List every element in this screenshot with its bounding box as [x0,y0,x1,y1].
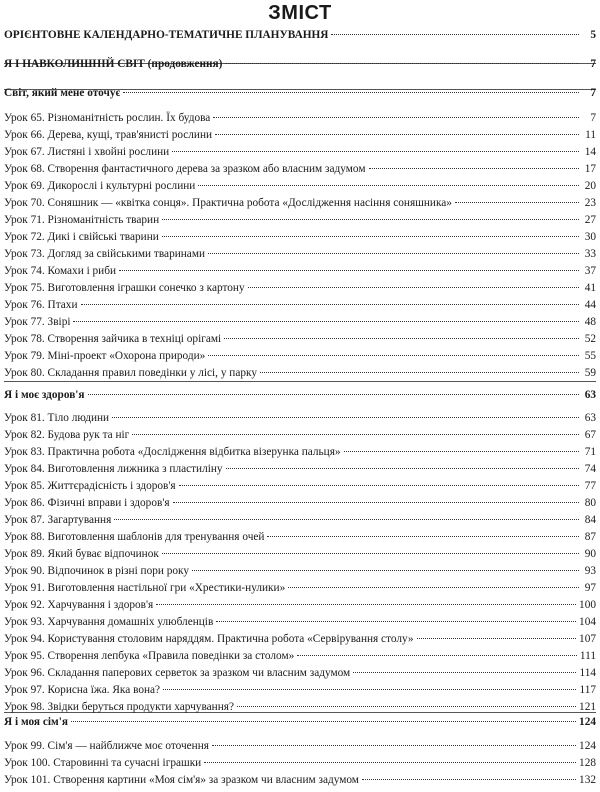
dot-leader [208,355,579,356]
dot-leader [179,485,579,486]
dot-leader [156,604,576,605]
toc-entry-label: Урок 100. Старовинні та сучасні іграшки [4,757,202,769]
toc-page-number: 111 [579,650,596,662]
toc-entry-label: Урок 97. Корисна їжа. Яка вона? [4,684,161,696]
dot-leader [208,253,579,254]
toc-entry [4,110,596,126]
toc-entry [4,410,596,426]
toc-entry [4,682,596,698]
toc-section-heading [4,27,596,43]
dot-leader [192,570,579,571]
toc-entry [4,444,596,460]
dot-leader [162,219,579,220]
toc-page-number: 63 [584,389,596,401]
dot-leader [213,117,579,118]
toc-entry-label: Урок 85. Життєрадісність і здоров'я [4,480,176,492]
toc-page-number: 7 [590,112,596,124]
toc-page-number: 55 [584,350,596,362]
toc-entry [4,365,596,381]
toc-section-heading [4,56,596,72]
toc-page-number: 7 [590,87,596,99]
toc-page-number: 107 [579,633,596,645]
dot-leader [172,151,579,152]
toc-entry [4,563,596,579]
toc-page-number: 97 [584,582,596,594]
toc-entry [4,127,596,143]
toc-entry-label: Урок 78. Створення зайчика в техніці орігамі [4,333,222,345]
dot-leader [215,134,579,135]
dot-leader [267,536,579,537]
dot-leader [123,92,579,93]
toc-entry-label: Урок 90. Відпочинок в різні пори року [4,565,190,577]
dot-leader [204,762,576,763]
toc-entry-label: Урок 71. Різноманітність тварин [4,214,160,226]
toc-entry-label: Я І НАВКОЛИШНІЙ СВІТ (продовження) [4,58,223,70]
toc-page-number: 23 [584,197,596,209]
dot-leader [344,451,579,452]
toc-entry [4,665,596,681]
toc-page-number: 124 [579,740,596,752]
toc-page-number: 17 [584,163,596,175]
toc-page-number: 132 [579,774,596,786]
toc-page-number: 48 [584,316,596,328]
dot-leader [224,338,579,339]
toc-page-number: 121 [579,701,596,713]
toc-entry-label: Урок 73. Догляд за свійськими тваринами [4,248,206,260]
toc-page-number: 27 [584,214,596,226]
toc-entry-label: Урок 69. Дикорослі і культурні рослини [4,180,196,192]
dot-leader [353,672,576,673]
toc-entry [4,297,596,313]
dot-leader [88,394,579,395]
dot-leader [212,745,576,746]
toc-page-number: 37 [584,265,596,277]
toc-entry-label: Урок 68. Створення фантастичного дерева за зразком або власним задумом [4,163,366,175]
toc-entry-label: Урок 79. Міні-проект «Охорона природи» [4,350,206,362]
toc-page-number: 100 [579,599,596,611]
dot-leader [455,202,579,203]
toc-entry [4,161,596,177]
toc-entry [4,178,596,194]
toc-entry [4,738,596,754]
dot-leader [369,168,580,169]
dot-leader [71,721,576,722]
toc-entry-label: Урок 95. Створення лепбука «Правила поведінки за столом» [4,650,295,662]
toc-page-number: 59 [584,367,596,379]
toc-page-number: 63 [584,412,596,424]
toc-entry [4,512,596,528]
dot-leader [417,638,576,639]
toc-entry [4,461,596,477]
toc-entry [4,331,596,347]
divider [4,381,596,382]
dot-leader [331,34,579,35]
toc-entry-label: Урок 74. Комахи і риби [4,265,117,277]
toc-entry-label: Урок 87. Загартування [4,514,112,526]
toc-page-number: 14 [584,146,596,158]
toc-entry [4,314,596,330]
toc-page-number: 90 [584,548,596,560]
dot-leader [173,502,579,503]
toc-entry-label: Урок 96. Складання паперових серветок за зразком чи власним задумом [4,667,351,679]
dot-leader [288,587,579,588]
toc-entry-label: Урок 81. Тіло людини [4,412,110,424]
toc-entry [4,546,596,562]
dot-leader [198,185,579,186]
toc-entry-label: Урок 89. Який буває відпочинок [4,548,159,560]
toc-page-number: 80 [584,497,596,509]
toc-entry-label: Урок 77. Звірі [4,316,71,328]
toc-entry [4,280,596,296]
toc-entry-label: Урок 66. Дерева, кущі, трав'янисті рослини [4,129,213,141]
toc-page-number: 30 [584,231,596,243]
toc-entry [4,263,596,279]
toc-entry-label: ОРІЄНТОВНЕ КАЛЕНДАРНО-ТЕМАТИЧНЕ ПЛАНУВАННЯ [4,29,329,41]
toc-entry [4,229,596,245]
toc-entry-label: Урок 98. Звідки беруться продукти харчування? [4,701,234,713]
toc-entry-label: Урок 84. Виготовлення лижника з пластиліну [4,463,223,475]
toc-entry [4,772,596,788]
toc-page-number: 67 [584,429,596,441]
toc-entry [4,478,596,494]
dot-leader [119,270,579,271]
dot-leader [260,372,579,373]
toc-page-number: 74 [584,463,596,475]
toc-section-heading [4,387,596,403]
dot-leader [114,519,579,520]
toc-entry [4,631,596,647]
toc-section-heading [4,714,596,730]
toc-entry-label: Урок 91. Виготовлення настільної гри «Хрестики-нулики» [4,582,286,594]
dot-leader [162,236,579,237]
toc-page-number: 84 [584,514,596,526]
toc-entry-label: Урок 93. Харчування домашніх улюбленців [4,616,214,628]
toc-page-number: 77 [584,480,596,492]
dot-leader [362,779,576,780]
toc-entry-label: Урок 70. Соняшник — «квітка сонця». Практична робота «Дослідження насіння соняшника» [4,197,452,209]
toc-page-number: 11 [585,129,596,141]
toc-page-number: 104 [579,616,596,628]
toc-page-number: 5 [590,29,596,41]
toc-entry-label: Урок 67. Листяні і хвойні рослини [4,146,170,158]
dot-leader [73,321,579,322]
toc-entry-label: Урок 99. Сім'я — найближче моє оточення [4,740,209,752]
toc-entry [4,195,596,211]
toc-page-number: 33 [584,248,596,260]
toc-entry [4,212,596,228]
toc-page-number: 87 [584,531,596,543]
toc-page-number: 41 [584,282,596,294]
toc-entry-label: Урок 86. Фізичні вправи і здоров'я [4,497,170,509]
toc-entry [4,529,596,545]
dot-leader [237,706,576,707]
toc-entry [4,755,596,771]
dot-leader [81,304,579,305]
toc-page-number: 7 [590,58,596,70]
dot-leader [112,417,579,418]
toc-entry-label: Я і моя сім'я [4,716,68,728]
toc-page-number: 114 [579,667,596,679]
dot-leader [297,655,577,656]
toc-entry [4,648,596,664]
toc-entry [4,348,596,364]
toc-entry-label: Урок 75. Виготовлення іграшки сонечко з картону [4,282,245,294]
toc-entry [4,580,596,596]
toc-entry-label: Урок 80. Складання правил поведінки у лісі, у парку [4,367,257,379]
toc-entry [4,699,596,715]
dot-leader [225,63,579,64]
dot-leader [216,621,576,622]
toc-entry-label: Урок 76. Птахи [4,299,78,311]
dot-leader [248,287,579,288]
toc-page-number: 128 [579,757,596,769]
toc-entry [4,495,596,511]
toc-section-heading [4,85,596,101]
toc-page-number: 52 [584,333,596,345]
toc-page-number: 124 [579,716,596,728]
dot-leader [163,689,576,690]
toc-entry [4,614,596,630]
toc-entry-label: Я і моє здоров'я [4,389,85,401]
toc-page-number: 93 [584,565,596,577]
toc-entry-label: Урок 65. Різноманітність рослин. Їх будова [4,112,211,124]
toc-entry [4,427,596,443]
toc-entry-label: Урок 83. Практична робота «Дослідження відбитка візерунка пальця» [4,446,341,458]
toc-entry-label: Урок 88. Виготовлення шаблонів для тренування очей [4,531,265,543]
toc-entry-label: Урок 82. Будова рук та ніг [4,429,130,441]
toc-entry-label: Світ, який мене оточує [4,87,121,99]
toc-entry [4,246,596,262]
toc-page-number: 20 [584,180,596,192]
toc-entry-label: Урок 101. Створення картини «Моя сім'я» за зразком чи власним задумом [4,774,359,786]
toc-entry-label: Урок 92. Харчування і здоров'я [4,599,154,611]
page-title: ЗМІСТ [268,2,332,24]
toc-entry [4,597,596,613]
toc-page-number: 71 [584,446,596,458]
toc-entry-label: Урок 72. Дикі і свійські тварини [4,231,159,243]
dot-leader [132,434,579,435]
dot-leader [162,553,579,554]
toc-page-number: 44 [584,299,596,311]
toc-entry-label: Урок 94. Користування столовим наряддям. Практична робота «Сервірування столу» [4,633,414,645]
toc-entry [4,144,596,160]
toc-page-number: 117 [579,684,596,696]
dot-leader [226,468,579,469]
